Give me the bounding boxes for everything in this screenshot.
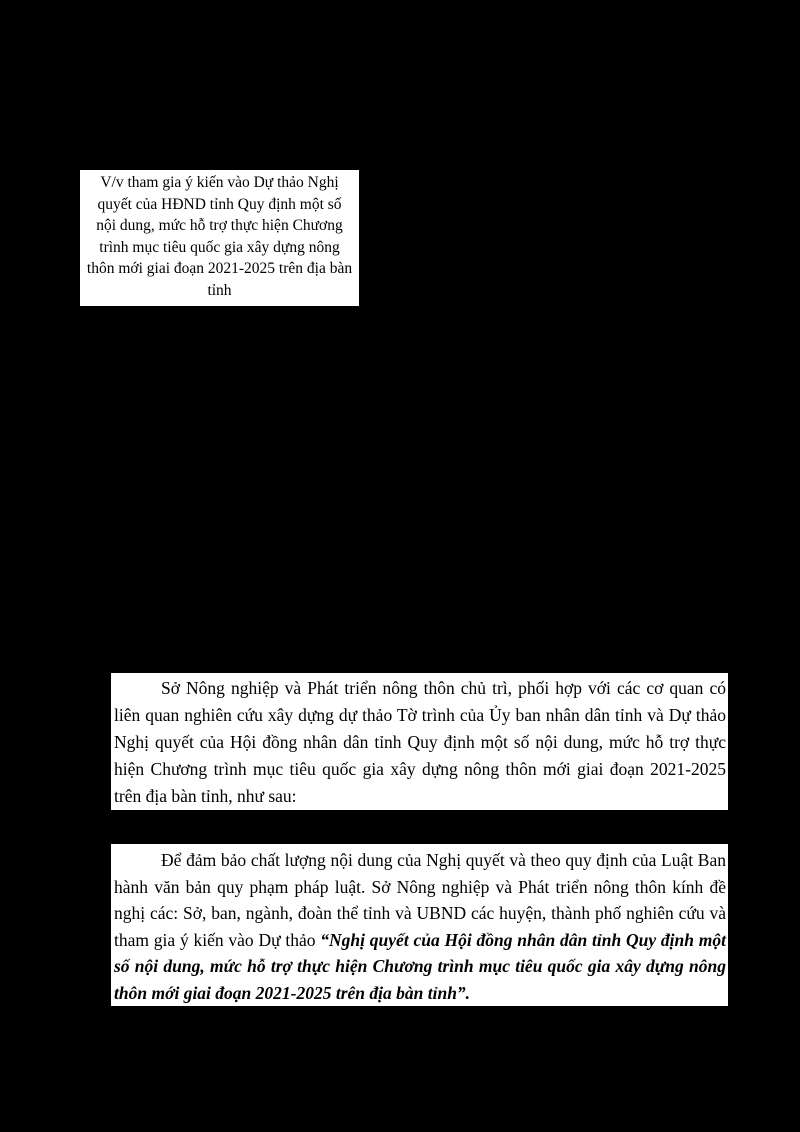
body-paragraph-1: [111, 673, 728, 810]
paragraph-1-text: Sở Nông nghiệp và Phát triển nông thôn chủ trì, phối hợp với các cơ quan có liên quan nghiên cứu xây dựng dự thảo Tờ trình của Ủy ban nhân dân tỉnh và Dự thảo Nghị quyết của Hội đồng nhân dân tỉnh Quy định một số nội dung, mức hỗ trợ thực hiện Chương trình mục tiêu quốc gia xây dựng nông thôn mới giai đoạn 2021-2025 trên địa bàn tỉnh, như sau:: [114, 678, 726, 806]
paragraph-2-intro: Để đảm bảo chất lượng nội dung của Nghị quyết và theo quy định của Luật Ban hành văn bản quy phạm pháp luật. Sở Nông nghiệp và Phát triển nông thôn kính đề nghị các: Sở, ban, ngành, đoàn thể tỉnh và UBND các huyện, thành phố nghiên cứu và tham gia ý kiến vào Dự thảo: [114, 850, 726, 950]
paragraph-2-quote: “Nghị quyết của Hội đồng nhân dân tỉnh Quy định một số nội dung, mức hỗ trợ thực hiện Chương trình mục tiêu quốc gia xây dựng nông thôn mới giai đoạn 2021-2025 trên địa bàn tỉnh”.: [114, 929, 726, 1003]
document-subject: [80, 170, 359, 306]
subject-text: V/v tham gia ý kiến vào Dự thảo Nghị quyết của HĐND tỉnh Quy định một số nội dung, mức hỗ trợ thực hiện Chương trình mục tiêu quốc gia xây dựng nông thôn mới giai đoạn 2021-2025 trên địa bàn tỉnh: [86, 174, 353, 299]
body-paragraph-2: [111, 844, 728, 1006]
